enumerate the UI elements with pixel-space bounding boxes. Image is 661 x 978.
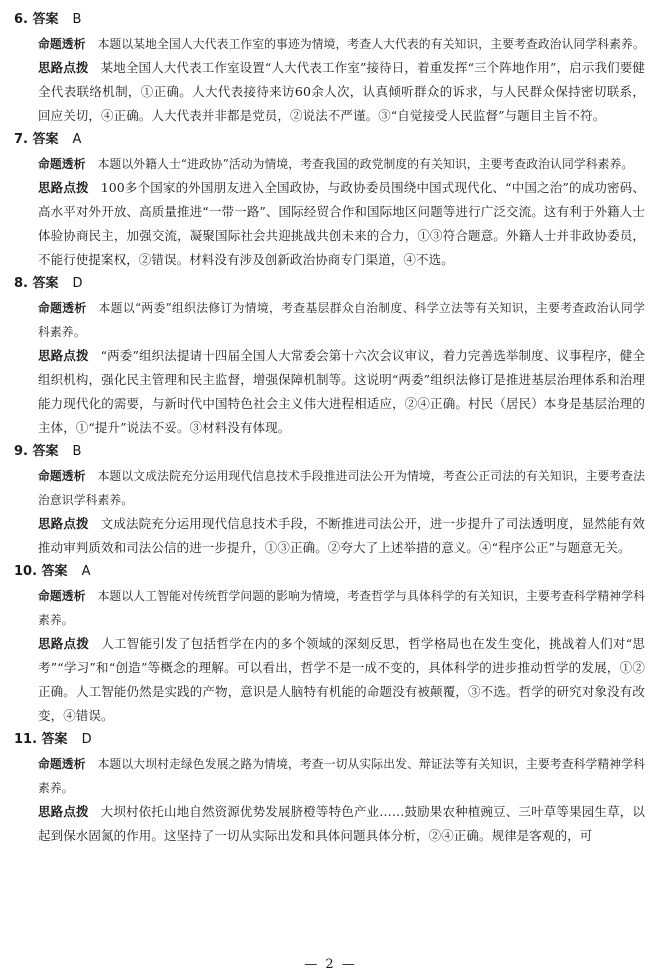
analysis-tag: 命题透析 xyxy=(38,589,86,603)
hint-tag: 思路点拨 xyxy=(38,60,89,75)
question-8 xyxy=(14,272,645,440)
analysis-tag: 命题透析 xyxy=(38,301,87,315)
analysis-paragraph xyxy=(14,152,645,176)
answer-line xyxy=(14,728,645,752)
answer-line xyxy=(14,128,645,152)
question-11 xyxy=(14,728,645,848)
analysis-tag: 命题透析 xyxy=(38,37,86,51)
answer-label: 6. 答案 xyxy=(14,12,59,27)
answer-value: A xyxy=(72,132,82,147)
hint-text: 大坝村依托山地自然资源优势发展脐橙等特色产业……鼓励果农种植豌豆、三叶草等果园生草，以起到保水固氮的作用。这坚持了一切从实际出发和具体问题具体分析，②④正确。规律是客观的，可 xyxy=(38,804,645,843)
answer-value: D xyxy=(72,276,83,291)
answer-value: D xyxy=(81,732,92,747)
hint-tag: 思路点拨 xyxy=(38,180,89,195)
answer-line xyxy=(14,440,645,464)
answer-line xyxy=(14,8,645,32)
hint-text: “两委”组织法提请十四届全国人大常委会第十六次会议审议，着力完善选举制度、议事程序，健全组织机构，强化民主管理和民主监督，增强保障机制等。这说明“两委”组织法修订是推进基层治理体系和治理能力现代化的需要，与新时代中国特色社会主义伟大进程相适应，②④正确。村民（居民）本身是基层治理的主体，①“提升”说法不妥。③材料没有体现。 xyxy=(38,348,645,435)
analysis-tag: 命题透析 xyxy=(38,469,86,483)
analysis-paragraph xyxy=(14,584,645,632)
analysis-paragraph xyxy=(14,752,645,800)
answer-label: 11. 答案 xyxy=(14,732,68,747)
analysis-text: 本题以某地全国人大代表工作室的事迹为情境，考查人大代表的有关知识，主要考查政治认同学科素养。 xyxy=(97,37,645,51)
answer-value: B xyxy=(72,12,82,27)
analysis-text: 本题以外籍人士“进政协”活动为情境，考查我国的政党制度的有关知识，主要考查政治认同学科素养。 xyxy=(97,157,634,171)
answer-line xyxy=(14,272,645,296)
hint-paragraph xyxy=(14,632,645,728)
hint-text: 文成法院充分运用现代信息技术手段，不断推进司法公开，进一步提升了司法透明度，显然能有效推动审判质效和司法公信的进一步提升，①③正确。②夸大了上述举措的意义。④“程序公正”与题意无关。 xyxy=(38,516,645,555)
hint-paragraph xyxy=(14,512,645,560)
hint-tag: 思路点拨 xyxy=(38,348,89,363)
hint-paragraph xyxy=(14,176,645,272)
question-6 xyxy=(14,8,645,128)
hint-paragraph xyxy=(14,800,645,848)
question-9 xyxy=(14,440,645,560)
answer-value: B xyxy=(72,444,82,459)
hint-text: 某地全国人大代表工作室设置“人大代表工作室”接待日，着重发挥“三个阵地作用”，启示我们要健全代表联络机制，①正确。人大代表接待来访60余人次，认真倾听群众的诉求，与人民群众保持密切联系，回应关切，④正确。人大代表并非都是党员，②说法不严谨。③“自觉接受人民监督”与题目主旨不符。 xyxy=(38,60,645,123)
answer-label: 10. 答案 xyxy=(14,564,68,579)
analysis-tag: 命题透析 xyxy=(38,757,86,771)
analysis-text: 本题以“两委”组织法修订为情境，考查基层群众自治制度、科学立法等有关知识，主要考查政治认同学科素养。 xyxy=(38,301,645,339)
hint-text: 人工智能引发了包括哲学在内的多个领域的深刻反思，哲学格局也在发生变化，挑战着人们对“思考”“学习”和“创造”等概念的理解。可以看出，哲学不是一成不变的，具体科学的进步推动哲学的发展，①②正确。人工智能仍然是实践的产物，意识是人脑特有机能的命题没有被颠覆，③不选。哲学的研究对象没有改变，④错误。 xyxy=(38,636,645,723)
analysis-paragraph xyxy=(14,296,645,344)
question-7 xyxy=(14,128,645,272)
hint-tag: 思路点拨 xyxy=(38,636,90,651)
analysis-tag: 命题透析 xyxy=(38,157,86,171)
analysis-paragraph xyxy=(14,32,645,56)
answer-label: 8. 答案 xyxy=(14,276,59,291)
hint-paragraph xyxy=(14,56,645,128)
answer-value: A xyxy=(81,564,91,579)
page-number: — 2 — xyxy=(304,957,357,972)
hint-text: 100多个国家的外国朋友进入全国政协，与政协委员围绕中国式现代化、“中国之治”的成功密码、高水平对外开放、高质量推进“一带一路”、国际经贸合作和国际地区问题等进行广泛交流。这有利于外籍人士体验协商民主，加强交流，凝聚国际社会共迎挑战共创未来的合力，①③符合题意。外籍人士并非政协委员，不能行使提案权，②错误。材料没有涉及创新政治协商专门渠道，④不选。 xyxy=(38,180,645,267)
analysis-text: 本题以人工智能对传统哲学问题的影响为情境，考查哲学与具体科学的有关知识，主要考查科学精神学科素养。 xyxy=(38,589,645,627)
analysis-text: 本题以文成法院充分运用现代信息技术手段推进司法公开为情境，考查公正司法的有关知识，主要考查法治意识学科素养。 xyxy=(38,469,645,507)
answer-label: 9. 答案 xyxy=(14,444,59,459)
hint-tag: 思路点拨 xyxy=(38,516,89,531)
hint-paragraph xyxy=(14,344,645,440)
analysis-text: 本题以大坝村走绿色发展之路为情境，考查一切从实际出发、辩证法等有关知识，主要考查科学精神学科素养。 xyxy=(38,757,645,795)
analysis-paragraph xyxy=(14,464,645,512)
question-10 xyxy=(14,560,645,728)
answer-label: 7. 答案 xyxy=(14,132,59,147)
hint-tag: 思路点拨 xyxy=(38,804,89,819)
answer-line xyxy=(14,560,645,584)
